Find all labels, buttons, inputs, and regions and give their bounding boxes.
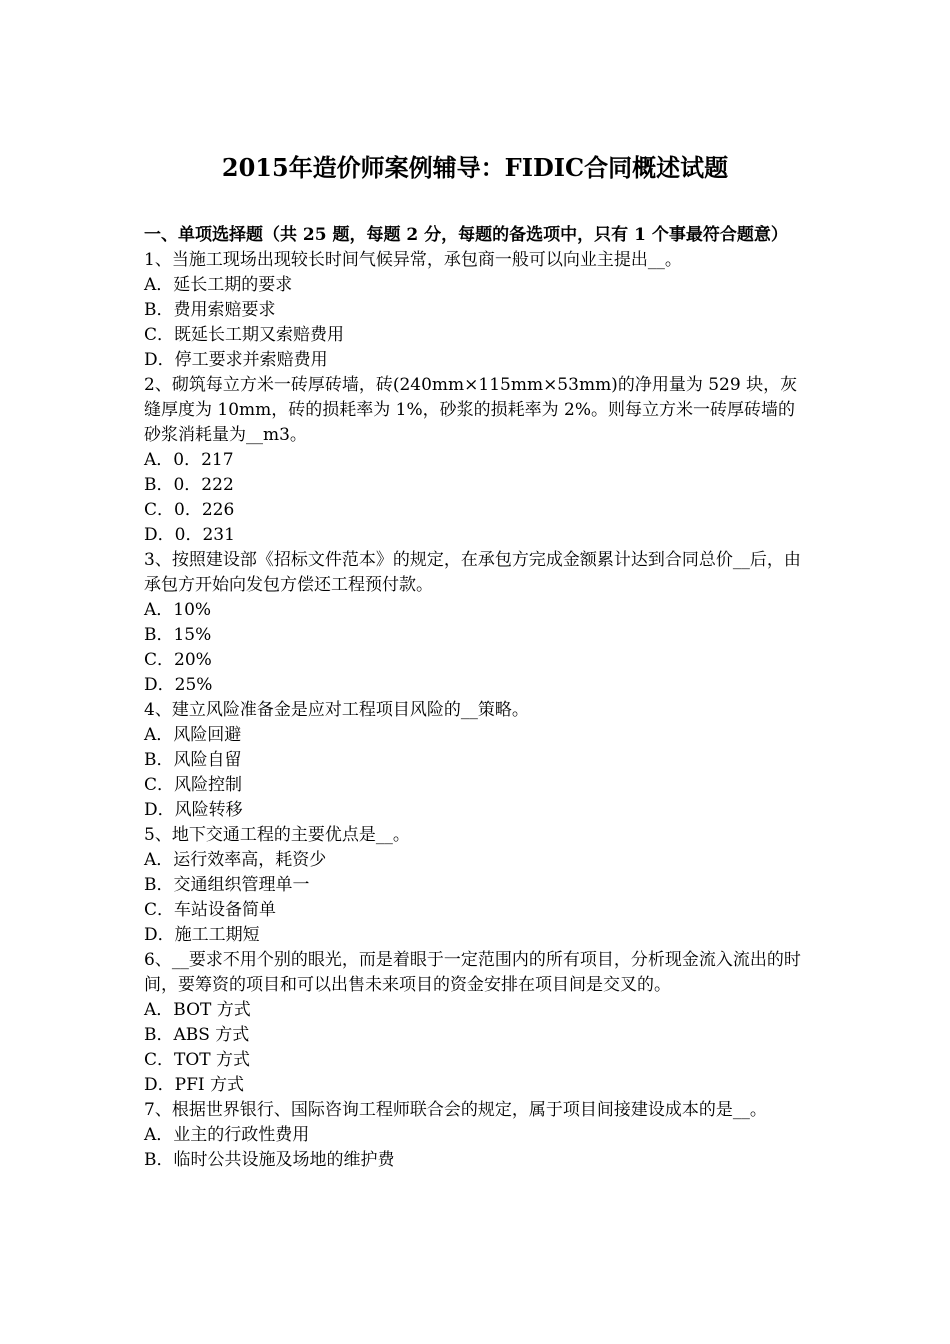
option-d: D．25% — [144, 675, 213, 695]
option-c: C．20% — [144, 650, 212, 670]
option-d: D．0．231 — [144, 525, 235, 545]
question-block — [144, 373, 812, 548]
option-c: C．风险控制 — [144, 775, 243, 795]
option-c: C．TOT 方式 — [144, 1050, 251, 1070]
document-title: 2015年造价师案例辅导：FIDIC合同概述试题 — [221, 153, 729, 182]
option-c: C．车站设备简单 — [144, 900, 277, 920]
question-text: 4、建立风险准备金是应对工程项目风险的__策略。 — [144, 700, 529, 720]
question-block — [144, 248, 812, 373]
question-block — [144, 698, 812, 823]
option-c: C．既延长工期又索赔费用 — [144, 325, 345, 345]
option-d: D．施工工期短 — [144, 925, 260, 945]
option-d: D．风险转移 — [144, 800, 243, 820]
option-a: A．风险回避 — [144, 725, 242, 745]
option-c: C．0．226 — [144, 500, 235, 520]
option-a: A．业主的行政性费用 — [144, 1125, 310, 1145]
question-text: 3、按照建设部《招标文件范本》的规定，在承包方完成金额累计达到合同总价__后，由承包方开始向发包方偿还工程预付款。 — [144, 550, 801, 595]
option-a: A．10% — [144, 600, 212, 620]
option-a: A．BOT 方式 — [144, 1000, 251, 1020]
question-text: 2、砌筑每立方米一砖厚砖墙，砖(240mm×115mm×53mm)的净用量为 529 块，灰缝厚度为 10mm，砖的损耗率为 1%，砂浆的损耗率为 2%。则每立方米一砖厚砖墙的砂浆消耗量为__m3。 — [144, 375, 798, 445]
question-block — [144, 823, 812, 948]
option-a: A．运行效率高，耗资少 — [144, 850, 327, 870]
option-b: B．0．222 — [144, 475, 234, 495]
option-a: A．0．217 — [144, 450, 234, 470]
option-b: B．风险自留 — [144, 750, 242, 770]
question-text: 6、__要求不用个别的眼光，而是着眼于一定范围内的所有项目，分析现金流入流出的时间，要筹资的项目和可以出售未来项目的资金安排在项目间是交叉的。 — [144, 950, 801, 995]
question-text: 5、地下交通工程的主要优点是__。 — [144, 825, 410, 845]
option-b: B．临时公共设施及场地的维护费 — [144, 1150, 395, 1170]
section-heading: 一、单项选择题（共 25 题，每题 2 分，每题的备选项中，只有 1 个事最符合题意） — [144, 225, 788, 245]
option-b: B．费用索赔要求 — [144, 300, 276, 320]
option-d: D．PFI 方式 — [144, 1075, 244, 1095]
question-block — [144, 548, 812, 698]
option-a: A．延长工期的要求 — [144, 275, 293, 295]
option-b: B．ABS 方式 — [144, 1025, 250, 1045]
option-b: B．交通组织管理单一 — [144, 875, 310, 895]
question-block — [144, 1098, 812, 1173]
question-text: 1、当施工现场出现较长时间气候异常，承包商一般可以向业主提出__。 — [144, 250, 682, 270]
option-d: D．停工要求并索赔费用 — [144, 350, 328, 370]
question-block — [144, 948, 812, 1098]
option-b: B．15% — [144, 625, 212, 645]
document-body — [144, 223, 812, 1173]
question-text: 7、根据世界银行、国际咨询工程师联合会的规定，属于项目间接建设成本的是__。 — [144, 1100, 767, 1120]
